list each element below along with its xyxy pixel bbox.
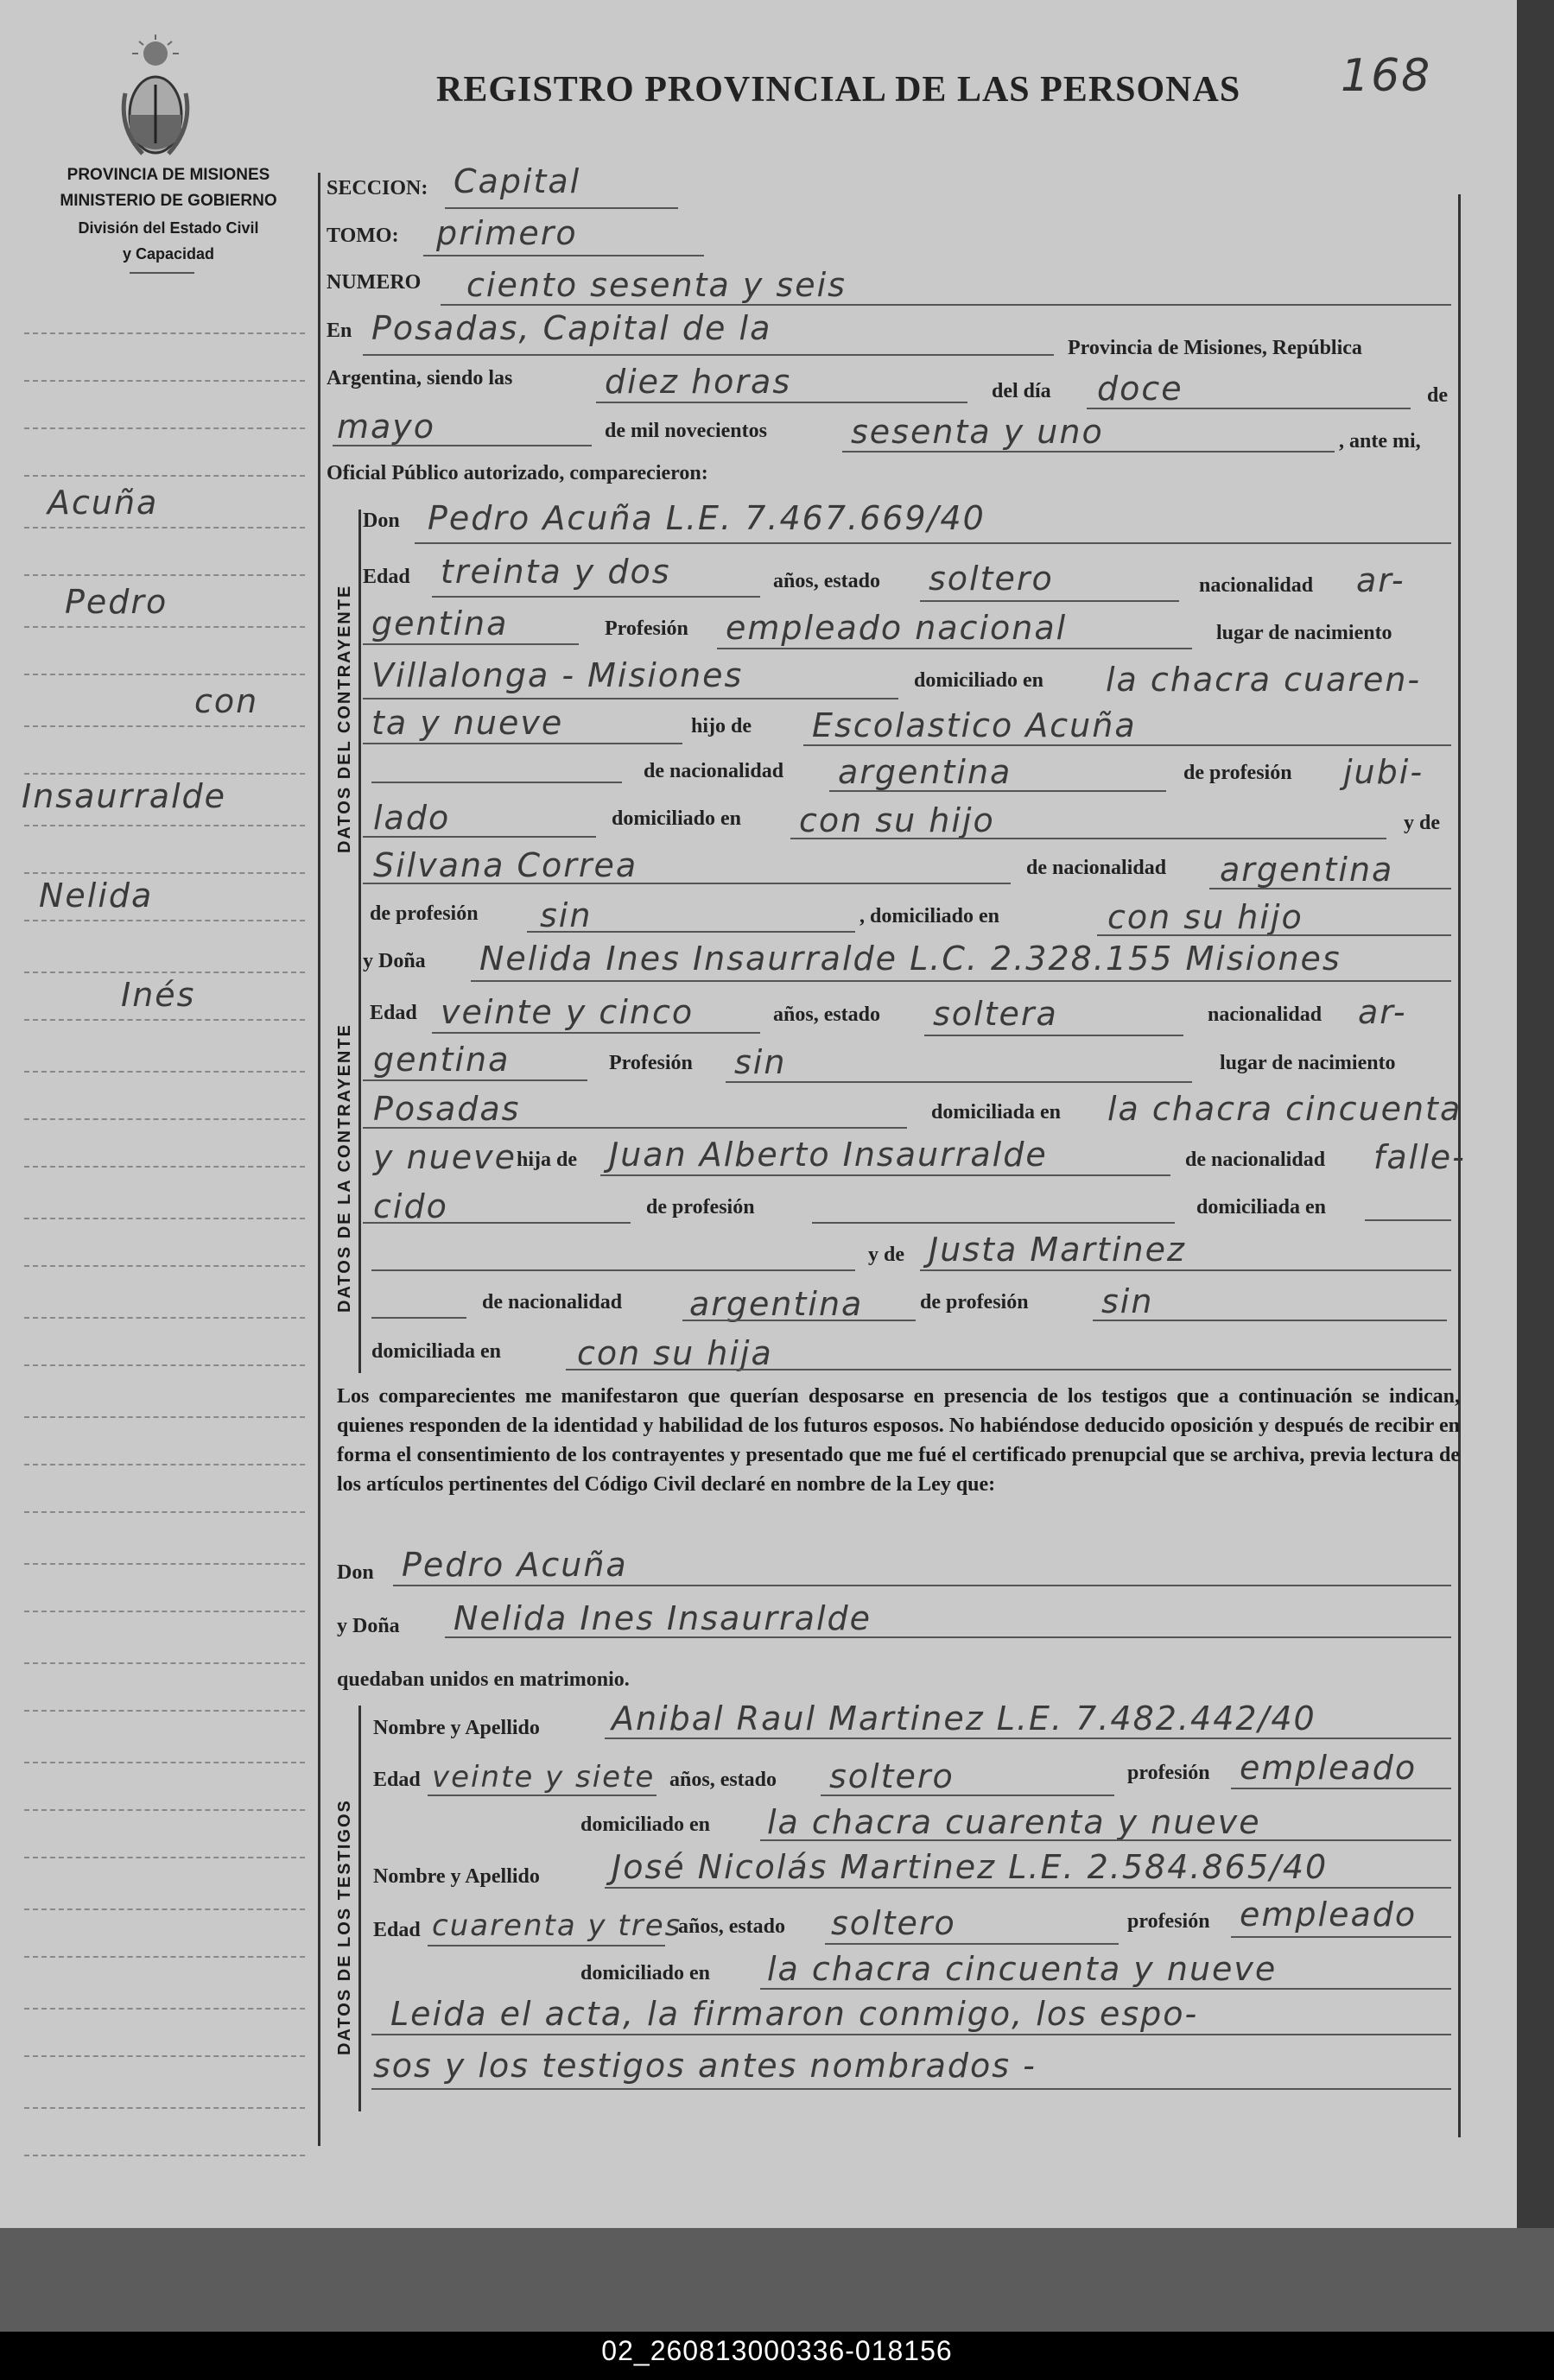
field-line xyxy=(825,1943,1119,1945)
document-id: 02_260813000336-018156 xyxy=(601,2335,953,2366)
contrayente-nacionalidad-a: ar- xyxy=(1356,561,1405,599)
field-line xyxy=(1365,1219,1451,1221)
field-line xyxy=(600,1174,1170,1176)
contrayenta-domicilio-a: la chacra cincuenta xyxy=(1107,1090,1462,1128)
contrayente-domicilio-b: ta y nueve xyxy=(371,704,564,742)
margin-rule xyxy=(24,1071,305,1073)
field-line xyxy=(333,445,592,446)
madre-profesion-label-2: de profesión xyxy=(920,1291,1029,1313)
field-line xyxy=(445,1636,1451,1638)
section-label-contrayenta: DATOS DE LA CONTRAYENTE xyxy=(335,1023,354,1313)
cierre-line-2: sos y los testigos antes nombrados - xyxy=(373,2047,1037,2085)
contrayente-profesion: empleado nacional xyxy=(726,609,1068,647)
field-line xyxy=(829,790,1166,792)
margin-rule xyxy=(24,1857,305,1858)
field-line xyxy=(432,596,760,598)
field-line xyxy=(920,600,1179,602)
field-line xyxy=(445,207,678,209)
field-line xyxy=(682,1320,916,1321)
testigo2-domicilio-label: domiciliado en xyxy=(580,1962,711,1984)
madre-nacionalidad-label: de nacionalidad xyxy=(1026,857,1167,879)
margin-rule xyxy=(24,1662,305,1664)
contrayente-padre-nacionalidad: argentina xyxy=(838,753,1012,791)
margin-rule xyxy=(24,574,305,576)
margin-rule xyxy=(24,2055,305,2057)
margin-rule xyxy=(24,1710,305,1712)
margin-rule xyxy=(24,674,305,675)
field-line xyxy=(363,743,682,744)
madre-domicilio-label-2: domiciliada en xyxy=(371,1340,502,1363)
province-underline xyxy=(130,272,194,274)
margin-rule xyxy=(24,1166,305,1168)
margin-rule xyxy=(24,1416,305,1418)
margin-name-surname: Acuña xyxy=(48,484,159,522)
domiciliada-label: domiciliada en xyxy=(931,1101,1062,1124)
margin-rule xyxy=(24,427,305,429)
contrayenta-nacionalidad-a: ar- xyxy=(1358,993,1407,1031)
margin-rule xyxy=(24,1019,305,1021)
anios-estado-label-2: años, estado xyxy=(773,1003,881,1026)
madre-nacionalidad-label-2: de nacionalidad xyxy=(482,1291,623,1313)
de-nacionalidad-label-2: de nacionalidad xyxy=(1185,1149,1326,1171)
de-profesion-label: de profesión xyxy=(1183,762,1292,784)
edad-label: Edad xyxy=(363,566,410,588)
folio-number: 168 xyxy=(1341,50,1432,102)
field-line xyxy=(371,2088,1451,2090)
margin-name-given-3: Inés xyxy=(121,976,196,1014)
profesion-label-2: Profesión xyxy=(609,1052,693,1074)
field-line xyxy=(432,1032,760,1034)
profesion-label: Profesión xyxy=(605,617,688,640)
margin-rule xyxy=(24,475,305,477)
testigo2-edad: cuarenta y tres xyxy=(432,1908,682,1943)
field-line xyxy=(812,1222,1175,1224)
numero-value: ciento sesenta y seis xyxy=(466,266,847,304)
contrayenta-padre-nacionalidad-a: falle- xyxy=(1373,1138,1466,1176)
don-label: Don xyxy=(363,510,400,532)
contrayente-nacionalidad-b: gentina xyxy=(371,604,509,642)
testigo2-nombre-label: Nombre y Apellido xyxy=(373,1865,540,1888)
margin-divider xyxy=(318,173,320,2146)
unidos-text: quedaban unidos en matrimonio. xyxy=(337,1668,630,1691)
field-line xyxy=(1231,1788,1451,1789)
anio-value: sesenta y uno xyxy=(851,413,1104,451)
section-label-contrayente: DATOS DEL CONTRAYENTE xyxy=(335,584,354,853)
margin-rule xyxy=(24,1218,305,1219)
province-line-2: MINISTERIO DE GOBIERNO xyxy=(60,192,277,210)
field-line xyxy=(842,451,1335,453)
margin-rule xyxy=(24,1265,305,1267)
field-line xyxy=(363,836,596,838)
provincia-text: Provincia de Misiones, República xyxy=(1068,337,1362,359)
margin-rule xyxy=(24,972,305,973)
de-profesion-label-2: de profesión xyxy=(646,1196,755,1218)
margin-name-given: Pedro xyxy=(65,583,168,621)
contrayenta-madre-profesion: sin xyxy=(1101,1282,1154,1320)
anios-estado-label: años, estado xyxy=(773,570,881,592)
testigo1-domicilio-label: domiciliado en xyxy=(580,1813,711,1836)
field-line xyxy=(821,1794,1114,1796)
field-line xyxy=(428,1794,656,1796)
cierre-line-1: Leida el acta, la firmaron conmigo, los espo- xyxy=(390,1995,1199,2033)
margin-name-con: con xyxy=(194,682,259,720)
field-line xyxy=(423,255,704,256)
field-line xyxy=(371,782,622,783)
declaracion-paragraph: Los comparecientes me manifestaron que querían desposarse en presencia de los testigos que a continuación se indican, quienes responden de la identidad y habilidad de los futuros esposos. No habiéndose deducido oposición y después de recibir en forma el consentimiento de los contrayentes y presentado que me fué el certificado prenupcial que se archiva, previa lectura de los artículos pertinentes del Código Civil declaré en nombre de la Ley que: xyxy=(337,1385,1460,1496)
testigo1-domicilio: la chacra cuarenta y nueve xyxy=(767,1803,1261,1841)
book-edge xyxy=(1517,0,1554,2245)
seccion-label: SECCION: xyxy=(327,177,428,199)
field-line xyxy=(717,648,1192,649)
padre-domiciliada-label: domiciliada en xyxy=(1196,1196,1327,1218)
y-de-label-2: y de xyxy=(868,1244,904,1266)
hora-value: diez horas xyxy=(605,363,792,401)
contrayente-padre: Escolastico Acuña xyxy=(812,706,1137,744)
decl-don-value: Pedro Acuña xyxy=(402,1546,628,1584)
margin-rule xyxy=(24,626,305,628)
field-line xyxy=(363,883,1011,884)
testigo1-estado: soltero xyxy=(829,1757,955,1795)
field-line xyxy=(428,1945,665,1946)
field-line xyxy=(371,2034,1451,2035)
margin-rule xyxy=(24,1956,305,1958)
margin-rule xyxy=(24,1118,305,1120)
section-label-testigos: DATOS DE LOS TESTIGOS xyxy=(335,1799,354,2055)
field-line xyxy=(924,1035,1183,1036)
field-line xyxy=(1097,934,1451,936)
contrayenta-padre-nacionalidad-b: cido xyxy=(373,1187,448,1225)
margin-rule xyxy=(24,1908,305,1910)
field-line xyxy=(1093,1320,1447,1321)
field-line xyxy=(760,1988,1451,1990)
decl-don-label: Don xyxy=(337,1561,374,1584)
y-de-label: y de xyxy=(1404,812,1440,834)
madre-profesion-label: de profesión xyxy=(370,902,479,925)
field-line xyxy=(363,1127,907,1129)
de-nacionalidad-label: de nacionalidad xyxy=(644,760,784,782)
domiciliado-label: domiciliado en xyxy=(914,669,1044,692)
margin-rule xyxy=(24,1611,305,1612)
field-line xyxy=(363,643,579,645)
dia-value: doce xyxy=(1097,370,1183,408)
contrayente-estado: soltero xyxy=(929,560,1054,598)
testigo1-profesion-label: profesión xyxy=(1127,1762,1210,1784)
testigo2-profesion: empleado xyxy=(1240,1896,1418,1934)
margin-rule xyxy=(24,1809,305,1811)
margin-rule xyxy=(24,1464,305,1465)
field-line xyxy=(363,1222,631,1224)
province-line-1: PROVINCIA DE MISIONES xyxy=(67,166,270,184)
contrayenta-nacionalidad-b: gentina xyxy=(373,1041,511,1079)
testigo2-nombre: José Nicolás Martinez L.E. 2.584.865/40 xyxy=(612,1848,1329,1886)
madre-domicilio-label: , domiciliado en xyxy=(859,905,1000,927)
field-line xyxy=(605,1887,1451,1889)
decl-dona-label: y Doña xyxy=(337,1615,400,1637)
field-line xyxy=(415,542,1451,544)
padre-domicilio-label: domiciliado en xyxy=(612,807,742,830)
field-line xyxy=(393,1585,1451,1586)
margin-rule xyxy=(24,2155,305,2156)
oficial-text: Oficial Público autorizado, comparecieron: xyxy=(327,462,708,484)
testigo2-anios-estado: años, estado xyxy=(678,1915,786,1938)
contrayente-padre-domicilio: con su hijo xyxy=(799,801,995,839)
nacionalidad-label-2: nacionalidad xyxy=(1208,1003,1322,1026)
margin-rule xyxy=(24,527,305,529)
dia-label: del día xyxy=(992,380,1051,402)
margin-rule xyxy=(24,332,305,334)
nacionalidad-label: nacionalidad xyxy=(1199,574,1314,597)
argentina-text: Argentina, siendo las xyxy=(327,367,513,389)
testigo1-edad: veinte y siete xyxy=(432,1760,656,1794)
seccion-value: Capital xyxy=(454,162,581,200)
margin-name-given-2: Nelida xyxy=(39,877,154,915)
field-line xyxy=(596,402,967,403)
testigo1-edad-label: Edad xyxy=(373,1769,421,1791)
testigo1-nombre: Anibal Raul Martinez L.E. 7.482.442/40 xyxy=(612,1700,1316,1738)
contrayente-edad: treinta y dos xyxy=(441,553,671,591)
field-line xyxy=(726,1081,1192,1083)
lugar-label: lugar de nacimiento xyxy=(1216,622,1392,644)
en-value: Posadas, Capital de la xyxy=(371,309,772,347)
tomo-value: primero xyxy=(436,214,578,252)
contrayente-lugar: Villalonga - Misiones xyxy=(371,656,744,694)
province-line-4: y Capacidad xyxy=(122,245,215,263)
contrayente-madre-profesion: sin xyxy=(540,896,593,934)
field-line xyxy=(760,1839,1451,1841)
contrayente-madre-nacionalidad: argentina xyxy=(1220,851,1394,889)
page-title: REGISTRO PROVINCIAL DE LAS PERSONAS xyxy=(436,70,1241,110)
en-label: En xyxy=(327,320,352,342)
section-bracket xyxy=(358,510,361,1373)
testigo2-edad-label: Edad xyxy=(373,1919,421,1941)
field-line xyxy=(605,1738,1451,1739)
field-line xyxy=(1087,408,1411,409)
contrayenta-madre-domicilio: con su hija xyxy=(577,1334,773,1372)
contrayenta-padre: Juan Alberto Insaurralde xyxy=(609,1136,1048,1174)
contrayenta-edad: veinte y cinco xyxy=(441,993,695,1031)
margin-rule xyxy=(24,920,305,921)
lugar-label-2: lugar de nacimiento xyxy=(1220,1052,1396,1074)
testigo1-profesion: empleado xyxy=(1240,1749,1418,1787)
field-line xyxy=(803,744,1451,746)
contrayente-nombre: Pedro Acuña L.E. 7.467.669/40 xyxy=(428,499,986,537)
testigo2-domicilio: la chacra cincuenta y nueve xyxy=(767,1950,1278,1988)
margin-rule xyxy=(24,380,305,382)
margin-rule xyxy=(24,773,305,775)
field-line xyxy=(920,1269,1451,1271)
margin-rule xyxy=(24,825,305,826)
contrayenta-profesion: sin xyxy=(734,1043,787,1081)
margin-rule xyxy=(24,1364,305,1366)
contrayenta-domicilio-b: y nueve xyxy=(373,1138,517,1176)
dona-label: y Doña xyxy=(363,950,426,972)
margin-rule xyxy=(24,2008,305,2010)
coat-of-arms-icon xyxy=(117,33,194,161)
tomo-label: TOMO: xyxy=(327,225,399,247)
margin-rule xyxy=(24,1762,305,1763)
ante-text: , ante mi, xyxy=(1339,430,1421,453)
field-line xyxy=(363,698,898,699)
field-line xyxy=(566,1369,1451,1370)
contrayenta-madre-nacionalidad: argentina xyxy=(689,1285,864,1323)
mes-value: mayo xyxy=(337,408,436,446)
contrayente-padre-profesion-b: lado xyxy=(373,799,451,837)
edad-label-2: Edad xyxy=(370,1002,417,1024)
margin-name-surname-2: Insaurralde xyxy=(22,777,227,815)
contrayenta-lugar: Posadas xyxy=(373,1090,521,1128)
field-line xyxy=(471,980,1451,982)
field-line xyxy=(1231,1936,1451,1938)
field-line xyxy=(371,1269,855,1271)
hijo-label: hijo de xyxy=(691,715,752,737)
contrayenta-madre: Justa Martinez xyxy=(929,1231,1186,1269)
margin-rule xyxy=(24,1563,305,1565)
margin-rule xyxy=(24,2107,305,2109)
field-line xyxy=(441,304,1451,306)
contrayente-padre-profesion-a: jubi- xyxy=(1343,753,1424,791)
contrayente-madre: Silvana Correa xyxy=(373,846,638,884)
field-line xyxy=(1209,888,1451,889)
contrayente-domicilio-a: la chacra cuaren- xyxy=(1106,661,1422,699)
testigo2-estado: soltero xyxy=(831,1904,956,1942)
contrayenta-nombre: Nelida Ines Insaurralde L.C. 2.328.155 Misiones xyxy=(479,940,1342,978)
numero-label: NUMERO xyxy=(327,271,422,294)
margin-rule xyxy=(24,1511,305,1513)
field-line xyxy=(363,354,1054,356)
margin-rule xyxy=(24,1317,305,1319)
contrayenta-estado: soltera xyxy=(933,995,1058,1033)
field-line xyxy=(790,838,1386,839)
province-line-3: División del Estado Civil xyxy=(78,219,259,237)
margin-rule xyxy=(24,872,305,874)
mil-text: de mil novecientos xyxy=(605,420,767,442)
de-label: de xyxy=(1427,384,1448,407)
testigo1-anios-estado: años, estado xyxy=(669,1769,777,1791)
field-line xyxy=(527,931,855,933)
field-line xyxy=(363,1079,587,1081)
testigo1-nombre-label: Nombre y Apellido xyxy=(373,1717,540,1739)
testigo2-profesion-label: profesión xyxy=(1127,1910,1210,1933)
contrayente-madre-domicilio: con su hijo xyxy=(1107,898,1303,936)
margin-rule xyxy=(24,725,305,727)
section-bracket xyxy=(358,1706,361,2111)
decl-dona-value: Nelida Ines Insaurralde xyxy=(454,1599,872,1637)
field-line xyxy=(371,1317,466,1319)
hija-label: hija de xyxy=(517,1149,578,1171)
